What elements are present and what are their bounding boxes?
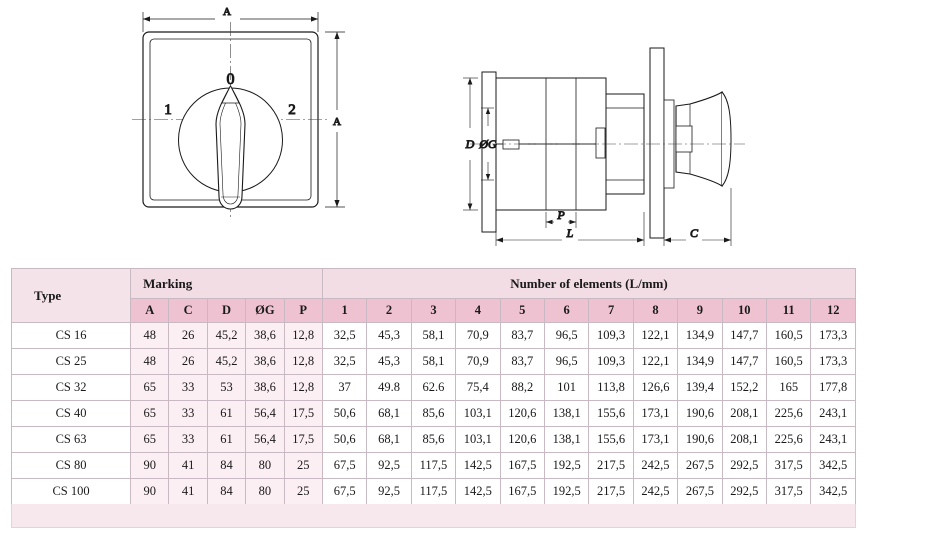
cell-el-5: 88,2	[500, 375, 544, 401]
cell-marking-D: 45,2	[207, 349, 245, 375]
cell-el-8: 173,1	[633, 401, 677, 427]
specification-table-wrapper	[11, 268, 856, 505]
cell-el-7: 217,5	[589, 479, 633, 505]
header-col-P: P	[284, 299, 322, 323]
cell-marking-P: 25	[284, 453, 322, 479]
cell-el-3: 85,6	[411, 427, 455, 453]
cell-marking-G: 38,6	[246, 375, 284, 401]
cell-el-10: 208,1	[722, 401, 766, 427]
cell-el-6: 192,5	[544, 453, 588, 479]
cell-el-3: 85,6	[411, 401, 455, 427]
cell-el-8: 122,1	[633, 349, 677, 375]
cell-el-4: 70,9	[456, 323, 500, 349]
cell-el-8: 242,5	[633, 479, 677, 505]
cell-el-10: 147,7	[722, 349, 766, 375]
cell-marking-C: 33	[169, 375, 207, 401]
cell-marking-A: 90	[131, 479, 169, 505]
cell-el-11: 225,6	[766, 427, 810, 453]
cell-marking-D: 61	[207, 401, 245, 427]
cell-el-2: 92,5	[367, 479, 411, 505]
header-col-A: A	[131, 299, 169, 323]
cell-el-11: 317,5	[766, 479, 810, 505]
table-row	[12, 375, 856, 401]
header-type: Type	[12, 269, 131, 323]
cell-marking-A: 65	[131, 427, 169, 453]
cell-marking-P: 17,5	[284, 401, 322, 427]
cell-marking-G: 80	[246, 479, 284, 505]
table-row	[12, 479, 856, 505]
header-el-10: 10	[722, 299, 766, 323]
header-el-8: 8	[633, 299, 677, 323]
header-el-5: 5	[500, 299, 544, 323]
cell-type: CS 80	[12, 453, 131, 479]
cell-el-7: 217,5	[589, 453, 633, 479]
cell-el-1: 67,5	[322, 479, 366, 505]
cell-marking-P: 25	[284, 479, 322, 505]
cell-el-7: 155,6	[589, 401, 633, 427]
cell-el-12: 342,5	[811, 479, 856, 505]
cell-el-9: 139,4	[678, 375, 722, 401]
table-row	[12, 349, 856, 375]
table-row	[12, 427, 856, 453]
cell-type: CS 32	[12, 375, 131, 401]
cell-type: CS 25	[12, 349, 131, 375]
table-header-row-top	[12, 269, 856, 299]
cell-el-7: 113,8	[589, 375, 633, 401]
cell-el-7: 109,3	[589, 323, 633, 349]
knob-position-2: 2	[288, 102, 296, 118]
cell-el-1: 50,6	[322, 401, 366, 427]
cell-el-7: 109,3	[589, 349, 633, 375]
knob-position-1: 1	[164, 102, 172, 118]
dim-label-d: D	[465, 137, 475, 151]
header-el-4: 4	[456, 299, 500, 323]
cell-el-6: 101	[544, 375, 588, 401]
header-col-diamG: ØG	[246, 299, 284, 323]
dim-label-p: P	[557, 208, 565, 222]
cell-marking-C: 33	[169, 427, 207, 453]
cell-el-3: 62.6	[411, 375, 455, 401]
header-marking: Marking	[131, 269, 323, 299]
cell-el-1: 37	[322, 375, 366, 401]
cell-marking-A: 65	[131, 375, 169, 401]
cell-el-10: 152,2	[722, 375, 766, 401]
cell-el-2: 68,1	[367, 427, 411, 453]
specification-table	[11, 268, 856, 505]
cell-el-12: 173,3	[811, 349, 856, 375]
cell-marking-G: 38,6	[246, 323, 284, 349]
cell-el-2: 92,5	[367, 453, 411, 479]
cell-el-4: 70,9	[456, 349, 500, 375]
cell-el-8: 242,5	[633, 453, 677, 479]
cell-el-6: 96,5	[544, 323, 588, 349]
cell-marking-C: 41	[169, 453, 207, 479]
technical-drawings	[0, 0, 933, 265]
cell-el-2: 45,3	[367, 349, 411, 375]
cell-el-7: 155,6	[589, 427, 633, 453]
cell-el-11: 165	[766, 375, 810, 401]
cell-marking-C: 26	[169, 349, 207, 375]
cell-el-2: 49.8	[367, 375, 411, 401]
cell-el-8: 173,1	[633, 427, 677, 453]
cell-marking-A: 48	[131, 349, 169, 375]
header-el-2: 2	[367, 299, 411, 323]
cell-el-3: 117,5	[411, 479, 455, 505]
cell-marking-D: 53	[207, 375, 245, 401]
table-footer-strip	[11, 504, 856, 528]
cell-el-5: 167,5	[500, 479, 544, 505]
cell-el-5: 83,7	[500, 349, 544, 375]
cell-el-5: 120,6	[500, 401, 544, 427]
header-el-12: 12	[811, 299, 856, 323]
cell-el-1: 32,5	[322, 349, 366, 375]
header-el-6: 6	[544, 299, 588, 323]
cell-el-4: 142,5	[456, 453, 500, 479]
cell-el-2: 45,3	[367, 323, 411, 349]
cell-marking-P: 12,8	[284, 323, 322, 349]
cell-type: CS 16	[12, 323, 131, 349]
header-el-9: 9	[678, 299, 722, 323]
cell-el-5: 167,5	[500, 453, 544, 479]
cell-el-5: 83,7	[500, 323, 544, 349]
cell-type: CS 40	[12, 401, 131, 427]
cell-el-4: 75,4	[456, 375, 500, 401]
cell-el-12: 243,1	[811, 427, 856, 453]
cell-marking-C: 26	[169, 323, 207, 349]
cell-el-3: 58,1	[411, 349, 455, 375]
cell-marking-G: 80	[246, 453, 284, 479]
cell-type: CS 63	[12, 427, 131, 453]
dim-label-diam-g: ØG	[479, 137, 497, 151]
cell-el-9: 134,9	[678, 323, 722, 349]
cell-el-4: 103,1	[456, 401, 500, 427]
cell-el-1: 50,6	[322, 427, 366, 453]
cell-marking-G: 56,4	[246, 427, 284, 453]
cell-el-11: 160,5	[766, 349, 810, 375]
cell-el-6: 138,1	[544, 401, 588, 427]
cell-marking-D: 84	[207, 479, 245, 505]
table-head	[12, 269, 856, 323]
table-body	[12, 323, 856, 505]
cell-marking-P: 12,8	[284, 349, 322, 375]
cell-el-11: 317,5	[766, 453, 810, 479]
cell-marking-C: 33	[169, 401, 207, 427]
cell-marking-D: 45,2	[207, 323, 245, 349]
cell-el-9: 267,5	[678, 453, 722, 479]
dim-label-c: C	[689, 226, 699, 240]
cell-el-4: 142,5	[456, 479, 500, 505]
dim-label-l: L	[566, 226, 574, 240]
cell-el-11: 225,6	[766, 401, 810, 427]
cell-el-8: 122,1	[633, 323, 677, 349]
cell-el-2: 68,1	[367, 401, 411, 427]
cell-el-3: 117,5	[411, 453, 455, 479]
cell-el-1: 32,5	[322, 323, 366, 349]
header-el-1: 1	[322, 299, 366, 323]
cell-el-4: 103,1	[456, 427, 500, 453]
cell-el-6: 192,5	[544, 479, 588, 505]
header-col-D: D	[207, 299, 245, 323]
table-row	[12, 323, 856, 349]
cell-el-6: 96,5	[544, 349, 588, 375]
knob-position-0: 0	[226, 71, 235, 88]
cell-el-10: 292,5	[722, 479, 766, 505]
header-el-3: 3	[411, 299, 455, 323]
header-elements: Number of elements (L/mm)	[322, 269, 855, 299]
cell-el-10: 292,5	[722, 453, 766, 479]
cell-el-3: 58,1	[411, 323, 455, 349]
cell-marking-A: 90	[131, 453, 169, 479]
cell-el-9: 190,6	[678, 427, 722, 453]
dim-label-a-right: A	[333, 116, 341, 128]
cell-marking-P: 17,5	[284, 427, 322, 453]
header-el-11: 11	[766, 299, 810, 323]
cell-el-10: 147,7	[722, 323, 766, 349]
cell-el-12: 173,3	[811, 323, 856, 349]
cell-type: CS 100	[12, 479, 131, 505]
cell-marking-G: 38,6	[246, 349, 284, 375]
cell-marking-A: 48	[131, 323, 169, 349]
cell-marking-G: 56,4	[246, 401, 284, 427]
cell-el-6: 138,1	[544, 427, 588, 453]
dim-label-a-top: A	[223, 6, 231, 18]
header-el-7: 7	[589, 299, 633, 323]
cell-el-12: 342,5	[811, 453, 856, 479]
cell-marking-A: 65	[131, 401, 169, 427]
cell-el-12: 243,1	[811, 401, 856, 427]
cell-el-5: 120,6	[500, 427, 544, 453]
cell-el-9: 267,5	[678, 479, 722, 505]
cell-el-8: 126,6	[633, 375, 677, 401]
cell-el-9: 190,6	[678, 401, 722, 427]
cell-el-9: 134,9	[678, 349, 722, 375]
table-header-row-sub	[12, 299, 856, 323]
header-col-C: C	[169, 299, 207, 323]
cell-el-10: 208,1	[722, 427, 766, 453]
table-row	[12, 401, 856, 427]
table-row	[12, 453, 856, 479]
cell-el-1: 67,5	[322, 453, 366, 479]
cell-el-12: 177,8	[811, 375, 856, 401]
cell-marking-D: 61	[207, 427, 245, 453]
cell-marking-P: 12,8	[284, 375, 322, 401]
cell-marking-C: 41	[169, 479, 207, 505]
cell-el-11: 160,5	[766, 323, 810, 349]
cell-marking-D: 84	[207, 453, 245, 479]
